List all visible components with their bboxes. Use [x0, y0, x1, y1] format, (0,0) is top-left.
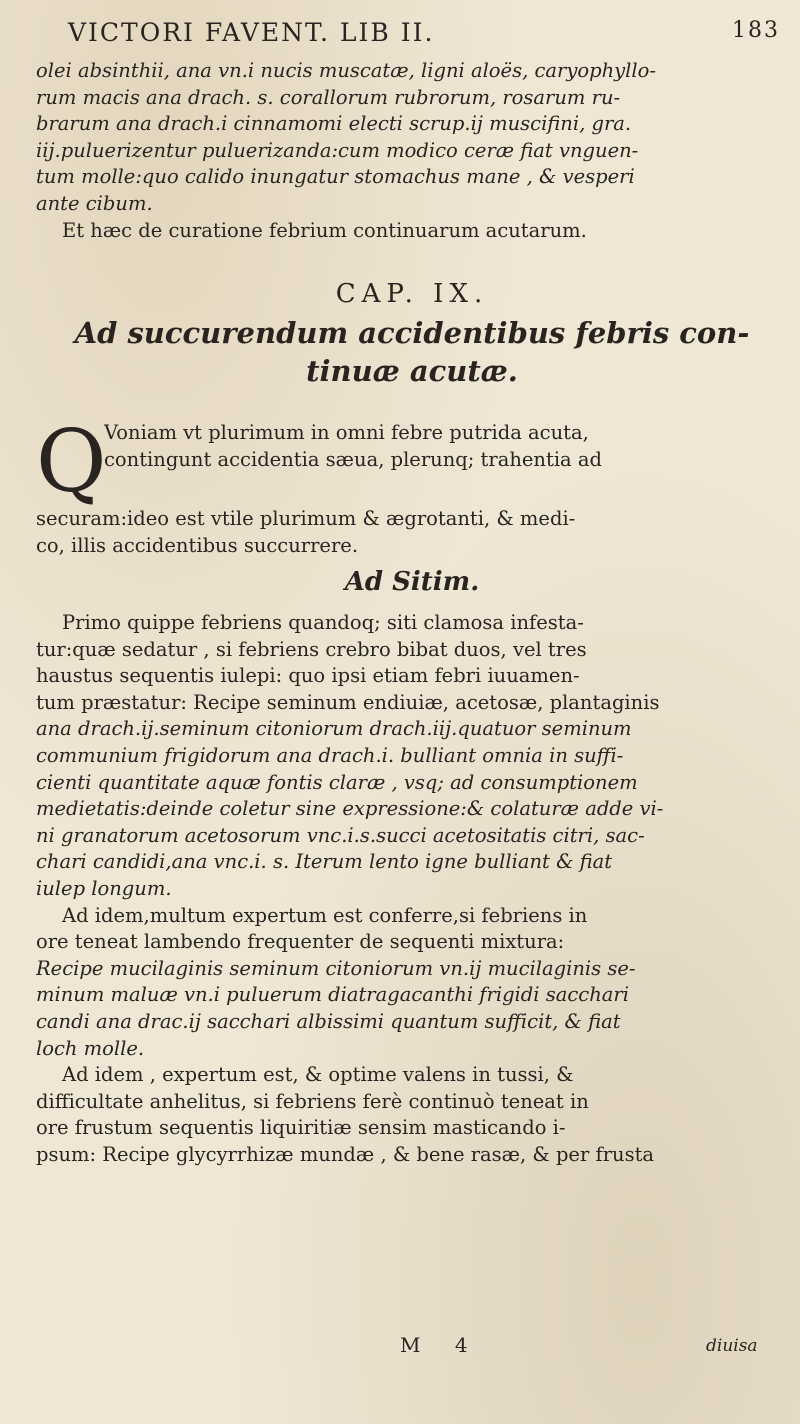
text-line: contingunt accidentia sæua, plerunq; trahentia ad [104, 447, 602, 471]
text-line: Ad idem , expertum est, & optime valens in tussi, & [62, 1063, 574, 1087]
chapter-number: CAP. IX. [335, 279, 489, 309]
text-line: tur:quæ sedatur , si febriens crebro bibat duos, vel tres [36, 637, 587, 661]
running-header [68, 18, 780, 47]
signature-mark: M 4 [400, 1333, 482, 1357]
text-line: tum præstatur: Recipe seminum endiuiæ, acetosæ, plantaginis [36, 690, 660, 714]
closing-line: Et hæc de curatione febrium continuarum acutarum. [62, 218, 587, 242]
text-line: communium frigidorum ana drach.i. bulliant omnia in suffi- [36, 743, 624, 767]
text-line: medietatis:deinde coletur sine expressione:& colaturæ adde vi- [36, 797, 664, 821]
drop-initial: Q [36, 412, 107, 512]
text-line: Voniam vt plurimum in omni febre putrida acuta, [104, 421, 589, 444]
subheading: Ad Sitim. [344, 567, 480, 597]
text-line: loch molle. [36, 1036, 145, 1060]
text-line: brarum ana drach.i cinnamomi electi scrup.ij muscifini, gra. [36, 112, 632, 136]
text-line: ore teneat lambendo frequenter de sequenti mixtura: [36, 930, 565, 954]
catchword: diuisa [706, 1336, 758, 1356]
text-line: ni granatorum acetosorum vnc.i.s.succi acetositatis citri, sac- [36, 823, 645, 847]
text-line: iij.puluerizentur puluerizanda:cum modico ceræ fiat vnguen- [36, 138, 639, 162]
text-line: Primo quippe febriens quandoq; siti clamosa infesta- [62, 611, 584, 634]
text-line: ante cibum. [36, 191, 153, 215]
text-line: psum: Recipe glycyrrhizæ mundæ , & bene rasæ, & per frusta [36, 1142, 655, 1166]
text-line: cienti quantitate aquæ fontis claræ , vsq; ad consumptionem [36, 770, 638, 794]
text-line: minum maluæ vn.i puluerum diatragacanthi frigidi sacchari [36, 983, 629, 1007]
text-line: Recipe mucilaginis seminum citoniorum vn.ij mucilaginis se- [36, 956, 636, 980]
text-line: iulep longum. [36, 876, 172, 900]
text-line: haustus sequentis iulepi: quo ipsi etiam febri iuuamen- [36, 664, 580, 688]
text-line: rum macis ana drach. s. corallorum rubrorum, rosarum ru- [36, 85, 621, 109]
text-line: difficultate anhelitus, si febriens ferè continuò teneat in [36, 1089, 589, 1113]
text-line: Ad idem,multum expertum est conferre,si febriens in [62, 903, 588, 927]
running-title: VICTORI FAVENT. LIB II. [68, 18, 435, 47]
text-line: olei absinthii, ana vn.i nucis muscatæ, ligni aloës, caryophyllo- [36, 59, 656, 82]
page-number: 183 [732, 18, 780, 43]
text-line: co, illis accidentibus succurrere. [36, 533, 359, 557]
chapter-title-line: Ad succurendum accidentibus febris con- [74, 316, 750, 350]
main-text [36, 610, 788, 1168]
preceding-recipe [36, 58, 788, 244]
intro-paragraph [36, 412, 788, 559]
text-line: ana drach.ij.seminum citoniorum drach.iij.quatuor seminum [36, 717, 632, 741]
text-line: tum molle:quo calido inungatur stomachus mane , & vesperi [36, 165, 635, 189]
text-line: candi ana drac.ij sacchari albissimi quantum sufficit, & fiat [36, 1009, 621, 1033]
text-line: securam:ideo est vtile plurimum & ægrotanti, & medi- [36, 507, 576, 530]
chapter-title-line: tinuæ acutæ. [306, 354, 518, 388]
text-line: chari candidi,ana vnc.i. s. Iterum lento igne bulliant & fiat [36, 850, 613, 874]
chapter-heading [36, 274, 788, 390]
text-line: ore frustum sequentis liquiritiæ sensim masticando i- [36, 1116, 566, 1140]
section-subheading [36, 560, 788, 604]
